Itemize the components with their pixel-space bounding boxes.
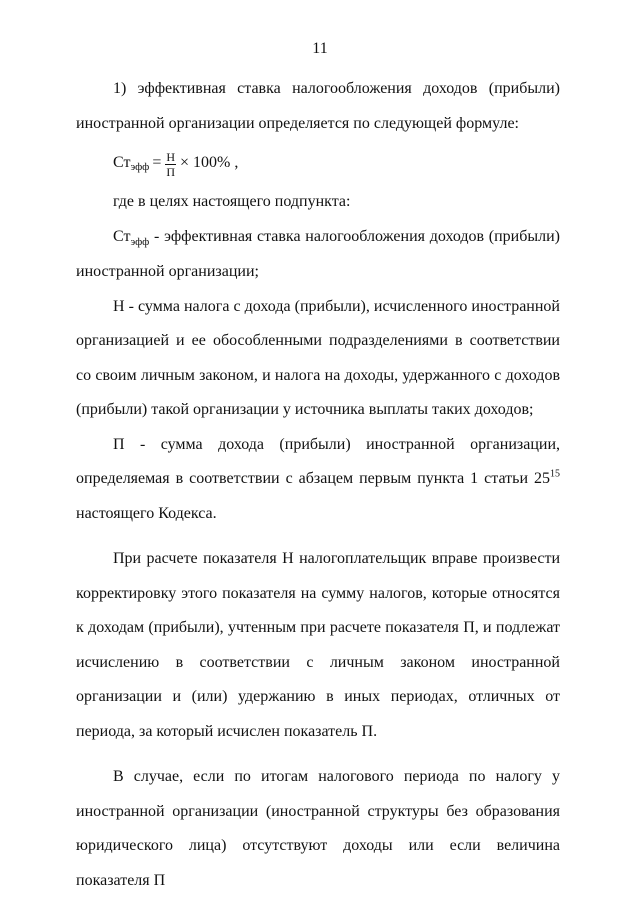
formula-denominator: П [166, 164, 176, 179]
p-tail: настоящего Кодекса. [76, 504, 217, 522]
paragraph-case: В случае, если по итогам налогового периода по налогу у иностранной организации (иностранной структуры без образования юридического лица) отсутствуют доходы или если величина показателя П [76, 768, 560, 889]
formula-numerator: Н [166, 149, 176, 164]
paragraph-definition-rate: 1) эффективная ставка налогообложения доходов (прибыли) иностранной организации определяется по следующей формуле: [76, 80, 560, 132]
formula-subscript: эфф [130, 160, 150, 173]
formula-equals: = [152, 153, 162, 171]
formula-multiplier: × 100% [180, 153, 231, 171]
paragraph-where: где в целях настоящего подпункта: [113, 193, 351, 210]
paragraph-n: Н - сумма налога с дохода (прибыли), исчисленного иностранной организацией и ее обособленными подразделениями в соответствии со своим личным законом, и налога на доходы, удержанного с доходов (прибыли) такой организации у источника выплаты таких доходов; [76, 297, 560, 418]
st-eff-subscript: эфф [130, 235, 150, 248]
formula-trailing: , [234, 153, 239, 171]
paragraph-st-eff [76, 220, 560, 290]
formula-fraction [165, 151, 176, 178]
p-superscript: 15 [550, 468, 560, 480]
formula-effective-rate [76, 141, 560, 185]
page-number: 11 [312, 40, 328, 57]
st-eff-symbol: Ст [113, 227, 131, 245]
p-text: П - сумма дохода (прибыли) иностранной организации, определяемая в соответствии с абзацем первым пункта 1 статьи 25 [76, 435, 560, 487]
paragraph-calculation: При расчете показателя Н налогоплательщик вправе произвести корректировку этого показателя на сумму налогов, которые относятся к доходам (прибыли), учтенным при расчете показателя П, и подлежат исчислению в соответствии с личным законом иностранной организации и (или) удержанию в иных периодах, отличных от периода, за который исчислен показатель П. [76, 550, 560, 740]
document-body [76, 72, 560, 898]
st-eff-text: - эффективная ставка налогообложения доходов (прибыли) иностранной организации; [76, 227, 560, 280]
paragraph-p [76, 428, 560, 532]
formula-symbol: Ст [113, 153, 131, 171]
